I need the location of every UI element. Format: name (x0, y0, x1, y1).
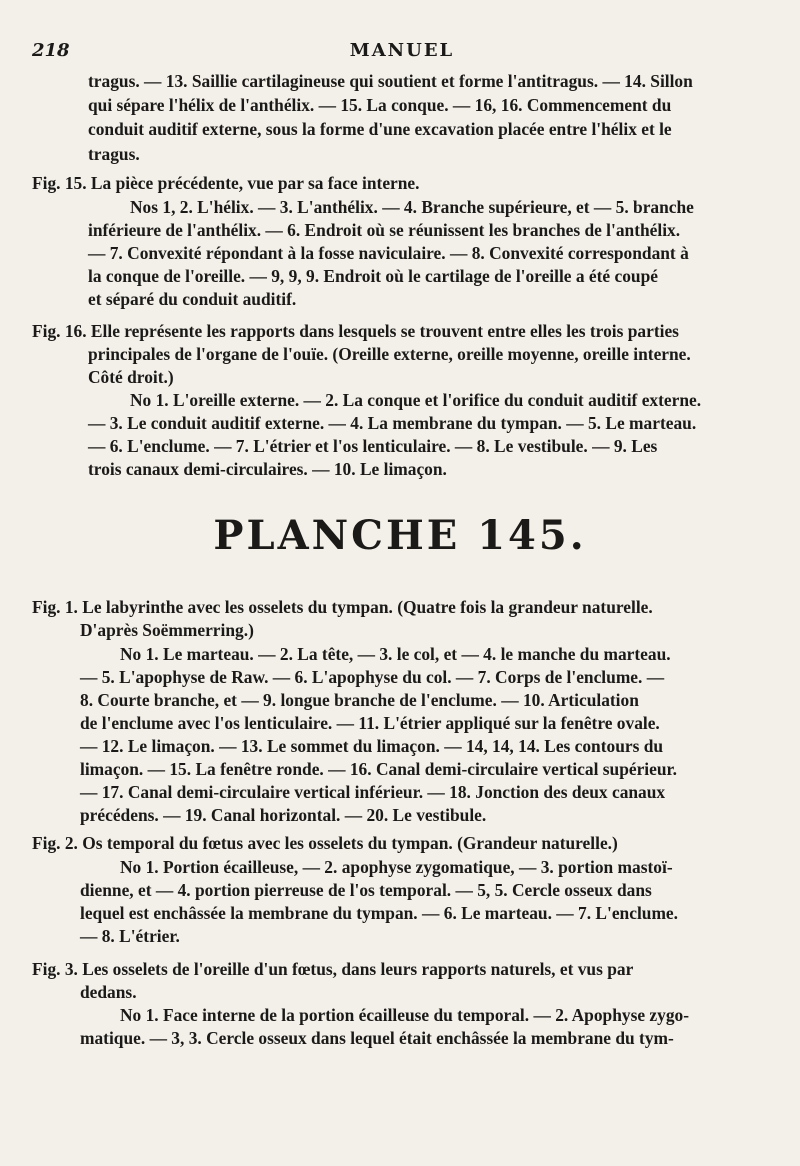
figure-caption: Fig. 16. Elle représente les rapports dans lesquels se trouvent entre elles les trois parties (32, 321, 679, 341)
plate-title: PLANCHE 145. (213, 512, 587, 559)
text-line: — 6. L'enclume. — 7. L'étrier et l'os lenticulaire. — 8. Le vestibule. — 9. Les (88, 436, 658, 456)
text-line: — 5. L'apophyse de Raw. — 6. L'apophyse du col. — 7. Corps de l'enclume. — (80, 667, 665, 687)
text-line: et séparé du conduit auditif. (88, 289, 297, 309)
text-line: Côté droit.) (88, 367, 174, 387)
text-line: dienne, et — 4. portion pierreuse de l'os temporal. — 5, 5. Cercle osseux dans (80, 880, 652, 900)
figure-caption: Fig. 1. Le labyrinthe avec les osselets du tympan. (Quatre fois la grandeur naturelle. (32, 597, 653, 617)
text-line: Nos 1, 2. L'hélix. — 3. L'anthélix. — 4. Branche supérieure, et — 5. branche (130, 197, 694, 217)
text-line: — 8. L'étrier. (80, 926, 180, 946)
text-line: No 1. Le marteau. — 2. La tête, — 3. le col, et — 4. le manche du marteau. (120, 644, 671, 664)
text-line: No 1. Face interne de la portion écailleuse du temporal. — 2. Apophyse zygo- (120, 1005, 690, 1025)
text-line: No 1. Portion écailleuse, — 2. apophyse zygomatique, — 3. portion mastoï- (120, 857, 673, 877)
running-title: MANUEL (349, 40, 455, 61)
text-line: inférieure de l'anthélix. — 6. Endroit où se réunissent les branches de l'anthélix. (88, 220, 681, 240)
text-line: limaçon. — 15. La fenêtre ronde. — 16. Canal demi-circulaire vertical supérieur. (80, 759, 678, 779)
text-line: de l'enclume avec l'os lenticulaire. — 11. L'étrier appliqué sur la fenêtre ovale. (80, 713, 660, 733)
figure-caption: Fig. 15. La pièce précédente, vue par sa face interne. (32, 173, 420, 193)
figure-caption: Fig. 2. Os temporal du fœtus avec les osselets du tympan. (Grandeur naturelle.) (32, 833, 618, 853)
text-line: précédens. — 19. Canal horizontal. — 20. Le vestibule. (80, 805, 487, 825)
text-line: dedans. (80, 982, 137, 1002)
text-line: D'après Soëmmerring.) (80, 620, 254, 640)
text-line: conduit auditif externe, sous la forme d'une excavation placée entre l'hélix et le (88, 119, 672, 139)
text-line: principales de l'organe de l'ouïe. (Oreille externe, oreille moyenne, oreille interne. (88, 344, 691, 364)
text-line: — 3. Le conduit auditif externe. — 4. La membrane du tympan. — 5. Le marteau. (88, 413, 697, 433)
text-line: lequel est enchâssée la membrane du tympan. — 6. Le marteau. — 7. L'enclume. (80, 903, 678, 923)
page-header (32, 40, 772, 66)
text-line: No 1. L'oreille externe. — 2. La conque et l'orifice du conduit auditif externe. (130, 390, 702, 410)
text-line: 8. Courte branche, et — 9. longue branche de l'enclume. — 10. Articulation (80, 690, 639, 710)
page-number: 218 (32, 40, 70, 61)
text-line: tragus. (88, 144, 140, 164)
text-line: matique. — 3, 3. Cercle osseux dans lequel était enchâssée la membrane du tym- (80, 1028, 674, 1048)
text-line: qui sépare l'hélix de l'anthélix. — 15. La conque. — 16, 16. Commencement du (88, 95, 672, 115)
figure-caption: Fig. 3. Les osselets de l'oreille d'un fœtus, dans leurs rapports naturels, et vus par (32, 959, 634, 979)
text-line: — 17. Canal demi-circulaire vertical inférieur. — 18. Jonction des deux canaux (80, 782, 666, 802)
text-line: — 12. Le limaçon. — 13. Le sommet du limaçon. — 14, 14, 14. Les contours du (80, 736, 664, 756)
text-line: tragus. — 13. Saillie cartilagineuse qui soutient et forme l'antitragus. — 14. Sillon (88, 71, 693, 91)
text-line: trois canaux demi-circulaires. — 10. Le limaçon. (88, 459, 447, 479)
text-line: la conque de l'oreille. — 9, 9, 9. Endroit où le cartilage de l'oreille a été coupé (88, 266, 658, 286)
text-line: — 7. Convexité répondant à la fosse naviculaire. — 8. Convexité correspondant à (88, 243, 689, 263)
